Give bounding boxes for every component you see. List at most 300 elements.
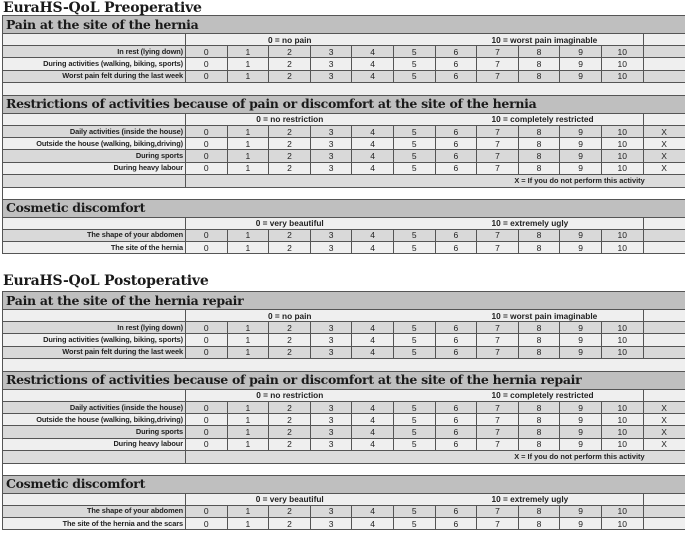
score-option-0[interactable]: 0 (186, 414, 228, 426)
score-option-5[interactable]: 5 (393, 518, 435, 530)
pain-scale-anchors-row (3, 34, 685, 46)
score-option-6[interactable]: 6 (435, 138, 477, 150)
score-option-9[interactable]: 9 (560, 242, 602, 254)
score-option-7[interactable]: 7 (477, 438, 519, 450)
preoperative-questionnaire-table (2, 15, 685, 254)
score-option-1[interactable]: 1 (227, 58, 269, 70)
not-performed-option[interactable]: X (643, 438, 685, 450)
pain-section-heading: Pain at the site of the hernia repair (3, 292, 685, 310)
restrictions-section-heading: Restrictions of activities because of pain or discomfort at the site of the hernia (3, 95, 685, 113)
spacer-row (3, 358, 685, 371)
score-option-0[interactable]: 0 (186, 426, 228, 438)
score-option-8[interactable]: 8 (518, 125, 560, 137)
question-label: During activities (walking, biking, sports) (3, 58, 186, 70)
question-row (3, 162, 685, 174)
score-option-2[interactable]: 2 (269, 401, 311, 413)
cosmetic-section-heading: Cosmetic discomfort (3, 475, 685, 493)
score-option-4[interactable]: 4 (352, 414, 394, 426)
score-option-3[interactable]: 3 (310, 46, 352, 58)
scale-low-anchor: 0 = no pain (186, 310, 394, 322)
score-option-2[interactable]: 2 (269, 46, 311, 58)
score-option-5[interactable]: 5 (393, 401, 435, 413)
score-option-1[interactable]: 1 (227, 346, 269, 358)
score-option-0[interactable]: 0 (186, 70, 228, 82)
score-option-2[interactable]: 2 (269, 438, 311, 450)
score-option-10[interactable]: 10 (601, 322, 643, 334)
score-option-8[interactable]: 8 (518, 414, 560, 426)
score-option-9[interactable]: 9 (560, 518, 602, 530)
score-option-1[interactable]: 1 (227, 242, 269, 254)
score-option-7[interactable]: 7 (477, 70, 519, 82)
question-label: Daily activities (inside the house) (3, 125, 186, 137)
cosmetic-section-header (3, 475, 685, 493)
score-option-7[interactable]: 7 (477, 229, 519, 241)
score-option-8[interactable]: 8 (518, 58, 560, 70)
scale-low-anchor: 0 = no restriction (186, 113, 394, 125)
cosmetic-section-header (3, 199, 685, 217)
scale-label-spacer (3, 113, 186, 125)
score-option-6[interactable]: 6 (435, 505, 477, 517)
score-option-7[interactable]: 7 (477, 150, 519, 162)
score-option-8[interactable]: 8 (518, 46, 560, 58)
score-option-3[interactable]: 3 (310, 125, 352, 137)
restrictions-scale-anchors-row (3, 389, 685, 401)
not-performed-option[interactable]: X (643, 414, 685, 426)
empty-cell (643, 346, 685, 358)
scale-extra-spacer (643, 34, 685, 46)
score-option-8[interactable]: 8 (518, 401, 560, 413)
score-option-4[interactable]: 4 (352, 401, 394, 413)
question-row (3, 346, 685, 358)
score-option-1[interactable]: 1 (227, 125, 269, 137)
score-option-6[interactable]: 6 (435, 125, 477, 137)
score-option-10[interactable]: 10 (601, 138, 643, 150)
pain-scale-anchors-row (3, 310, 685, 322)
score-option-8[interactable]: 8 (518, 505, 560, 517)
score-option-4[interactable]: 4 (352, 438, 394, 450)
question-row (3, 401, 685, 413)
score-option-4[interactable]: 4 (352, 334, 394, 346)
score-option-2[interactable]: 2 (269, 518, 311, 530)
score-option-0[interactable]: 0 (186, 229, 228, 241)
score-option-6[interactable]: 6 (435, 518, 477, 530)
scale-label-spacer (3, 34, 186, 46)
not-performed-option[interactable]: X (643, 162, 685, 174)
score-option-10[interactable]: 10 (601, 242, 643, 254)
question-label: During sports (3, 426, 186, 438)
not-performed-option[interactable]: X (643, 401, 685, 413)
question-row (3, 125, 685, 137)
preoperative-title: EuraHS-QoL Preoperative (3, 0, 202, 16)
score-option-7[interactable]: 7 (477, 138, 519, 150)
score-option-5[interactable]: 5 (393, 162, 435, 174)
score-option-0[interactable]: 0 (186, 46, 228, 58)
score-option-9[interactable]: 9 (560, 46, 602, 58)
score-option-4[interactable]: 4 (352, 242, 394, 254)
score-option-4[interactable]: 4 (352, 518, 394, 530)
score-option-9[interactable]: 9 (560, 58, 602, 70)
score-option-0[interactable]: 0 (186, 346, 228, 358)
score-option-6[interactable]: 6 (435, 438, 477, 450)
question-label: The site of the hernia (3, 242, 186, 254)
score-option-5[interactable]: 5 (393, 138, 435, 150)
pain-section-header (3, 16, 685, 34)
not-performed-note: X = If you do not perform this activity (186, 450, 685, 463)
question-row (3, 334, 685, 346)
scale-extra-spacer (643, 493, 685, 505)
score-option-6[interactable]: 6 (435, 346, 477, 358)
score-option-5[interactable]: 5 (393, 70, 435, 82)
score-option-8[interactable]: 8 (518, 322, 560, 334)
score-option-4[interactable]: 4 (352, 346, 394, 358)
score-option-2[interactable]: 2 (269, 138, 311, 150)
not-performed-option[interactable]: X (643, 150, 685, 162)
score-option-2[interactable]: 2 (269, 70, 311, 82)
score-option-4[interactable]: 4 (352, 162, 394, 174)
score-option-10[interactable]: 10 (601, 346, 643, 358)
score-option-2[interactable]: 2 (269, 505, 311, 517)
scale-high-anchor: 10 = completely restricted (393, 113, 643, 125)
scale-extra-spacer (643, 310, 685, 322)
score-option-5[interactable]: 5 (393, 150, 435, 162)
section-gap-row (3, 463, 685, 475)
question-row (3, 138, 685, 150)
score-option-3[interactable]: 3 (310, 505, 352, 517)
score-option-4[interactable]: 4 (352, 229, 394, 241)
section-gap-row (3, 187, 685, 199)
score-option-8[interactable]: 8 (518, 229, 560, 241)
score-option-0[interactable]: 0 (186, 505, 228, 517)
score-option-8[interactable]: 8 (518, 162, 560, 174)
score-option-0[interactable]: 0 (186, 162, 228, 174)
note-spacer (3, 450, 186, 463)
score-option-3[interactable]: 3 (310, 242, 352, 254)
score-option-3[interactable]: 3 (310, 162, 352, 174)
score-option-2[interactable]: 2 (269, 58, 311, 70)
question-label: The site of the hernia and the scars (3, 518, 186, 530)
question-label: Worst pain felt during the last week (3, 346, 186, 358)
score-option-2[interactable]: 2 (269, 242, 311, 254)
score-option-1[interactable]: 1 (227, 162, 269, 174)
score-option-3[interactable]: 3 (310, 150, 352, 162)
pain-section-heading: Pain at the site of the hernia (3, 16, 685, 34)
question-label: The shape of your abdomen (3, 505, 186, 517)
score-option-5[interactable]: 5 (393, 322, 435, 334)
score-option-4[interactable]: 4 (352, 46, 394, 58)
score-option-3[interactable]: 3 (310, 70, 352, 82)
question-row (3, 46, 685, 58)
score-option-10[interactable]: 10 (601, 334, 643, 346)
score-option-8[interactable]: 8 (518, 138, 560, 150)
question-row (3, 150, 685, 162)
score-option-6[interactable]: 6 (435, 46, 477, 58)
score-option-9[interactable]: 9 (560, 70, 602, 82)
score-option-6[interactable]: 6 (435, 414, 477, 426)
score-option-6[interactable]: 6 (435, 334, 477, 346)
score-option-8[interactable]: 8 (518, 346, 560, 358)
section-gap (3, 187, 685, 199)
scale-high-anchor: 10 = completely restricted (393, 389, 643, 401)
question-row (3, 229, 685, 241)
score-option-9[interactable]: 9 (560, 346, 602, 358)
score-option-6[interactable]: 6 (435, 229, 477, 241)
score-option-0[interactable]: 0 (186, 334, 228, 346)
question-row (3, 414, 685, 426)
score-option-10[interactable]: 10 (601, 46, 643, 58)
question-label: In rest (lying down) (3, 322, 186, 334)
score-option-2[interactable]: 2 (269, 426, 311, 438)
score-option-5[interactable]: 5 (393, 346, 435, 358)
scale-extra-spacer (643, 389, 685, 401)
score-option-9[interactable]: 9 (560, 229, 602, 241)
score-option-7[interactable]: 7 (477, 162, 519, 174)
score-option-2[interactable]: 2 (269, 150, 311, 162)
score-option-2[interactable]: 2 (269, 414, 311, 426)
score-option-1[interactable]: 1 (227, 334, 269, 346)
score-option-1[interactable]: 1 (227, 138, 269, 150)
score-option-5[interactable]: 5 (393, 125, 435, 137)
score-option-6[interactable]: 6 (435, 162, 477, 174)
score-option-3[interactable]: 3 (310, 426, 352, 438)
score-option-3[interactable]: 3 (310, 518, 352, 530)
score-option-1[interactable]: 1 (227, 518, 269, 530)
score-option-1[interactable]: 1 (227, 229, 269, 241)
score-option-1[interactable]: 1 (227, 505, 269, 517)
scale-label-spacer (3, 389, 186, 401)
score-option-1[interactable]: 1 (227, 401, 269, 413)
score-option-9[interactable]: 9 (560, 334, 602, 346)
score-option-6[interactable]: 6 (435, 242, 477, 254)
question-label: The shape of your abdomen (3, 229, 186, 241)
score-option-1[interactable]: 1 (227, 70, 269, 82)
score-option-8[interactable]: 8 (518, 426, 560, 438)
question-label: Outside the house (walking, biking,driving) (3, 414, 186, 426)
section-gap (3, 463, 685, 475)
score-option-6[interactable]: 6 (435, 150, 477, 162)
scale-label-spacer (3, 217, 186, 229)
score-option-10[interactable]: 10 (601, 438, 643, 450)
score-option-7[interactable]: 7 (477, 58, 519, 70)
score-option-10[interactable]: 10 (601, 414, 643, 426)
score-option-2[interactable]: 2 (269, 346, 311, 358)
score-option-0[interactable]: 0 (186, 242, 228, 254)
empty-cell (643, 58, 685, 70)
score-option-0[interactable]: 0 (186, 58, 228, 70)
score-option-2[interactable]: 2 (269, 229, 311, 241)
score-option-2[interactable]: 2 (269, 334, 311, 346)
pain-section-header (3, 292, 685, 310)
scale-high-anchor: 10 = extremely ugly (393, 493, 643, 505)
score-option-8[interactable]: 8 (518, 518, 560, 530)
score-option-5[interactable]: 5 (393, 229, 435, 241)
score-option-0[interactable]: 0 (186, 401, 228, 413)
question-row (3, 58, 685, 70)
not-performed-option[interactable]: X (643, 138, 685, 150)
score-option-8[interactable]: 8 (518, 438, 560, 450)
score-option-7[interactable]: 7 (477, 46, 519, 58)
score-option-5[interactable]: 5 (393, 438, 435, 450)
score-option-10[interactable]: 10 (601, 229, 643, 241)
score-option-0[interactable]: 0 (186, 150, 228, 162)
score-option-8[interactable]: 8 (518, 334, 560, 346)
score-option-2[interactable]: 2 (269, 322, 311, 334)
score-option-9[interactable]: 9 (560, 138, 602, 150)
score-option-4[interactable]: 4 (352, 138, 394, 150)
not-performed-option[interactable]: X (643, 125, 685, 137)
score-option-7[interactable]: 7 (477, 125, 519, 137)
score-option-2[interactable]: 2 (269, 125, 311, 137)
scale-high-anchor: 10 = worst pain imaginable (393, 310, 643, 322)
score-option-10[interactable]: 10 (601, 505, 643, 517)
score-option-10[interactable]: 10 (601, 518, 643, 530)
question-row (3, 438, 685, 450)
cosmetic-section-heading: Cosmetic discomfort (3, 199, 685, 217)
question-label: During heavy labour (3, 162, 186, 174)
pain-spacer-row (3, 358, 685, 371)
score-option-5[interactable]: 5 (393, 58, 435, 70)
score-option-1[interactable]: 1 (227, 426, 269, 438)
empty-cell (643, 242, 685, 254)
scale-extra-spacer (643, 217, 685, 229)
question-row (3, 518, 685, 530)
score-option-7[interactable]: 7 (477, 242, 519, 254)
empty-cell (643, 322, 685, 334)
score-option-3[interactable]: 3 (310, 322, 352, 334)
score-option-10[interactable]: 10 (601, 162, 643, 174)
score-option-6[interactable]: 6 (435, 58, 477, 70)
empty-cell (643, 334, 685, 346)
score-option-0[interactable]: 0 (186, 125, 228, 137)
score-option-10[interactable]: 10 (601, 125, 643, 137)
score-option-4[interactable]: 4 (352, 322, 394, 334)
score-option-1[interactable]: 1 (227, 322, 269, 334)
question-row (3, 242, 685, 254)
score-option-10[interactable]: 10 (601, 150, 643, 162)
empty-cell (643, 70, 685, 82)
score-option-3[interactable]: 3 (310, 58, 352, 70)
score-option-9[interactable]: 9 (560, 505, 602, 517)
score-option-3[interactable]: 3 (310, 438, 352, 450)
not-performed-option[interactable]: X (643, 426, 685, 438)
score-option-3[interactable]: 3 (310, 346, 352, 358)
score-option-6[interactable]: 6 (435, 401, 477, 413)
empty-cell (643, 46, 685, 58)
score-option-0[interactable]: 0 (186, 438, 228, 450)
question-label: During sports (3, 150, 186, 162)
score-option-6[interactable]: 6 (435, 426, 477, 438)
score-option-4[interactable]: 4 (352, 58, 394, 70)
score-option-10[interactable]: 10 (601, 426, 643, 438)
score-option-3[interactable]: 3 (310, 229, 352, 241)
score-option-10[interactable]: 10 (601, 58, 643, 70)
score-option-9[interactable]: 9 (560, 150, 602, 162)
score-option-3[interactable]: 3 (310, 138, 352, 150)
score-option-0[interactable]: 0 (186, 138, 228, 150)
score-option-2[interactable]: 2 (269, 162, 311, 174)
score-option-9[interactable]: 9 (560, 414, 602, 426)
question-label: During activities (walking, biking, sports) (3, 334, 186, 346)
score-option-5[interactable]: 5 (393, 46, 435, 58)
score-option-7[interactable]: 7 (477, 322, 519, 334)
score-option-9[interactable]: 9 (560, 162, 602, 174)
restrictions-scale-anchors-row (3, 113, 685, 125)
not-performed-note: X = If you do not perform this activity (186, 174, 685, 187)
score-option-6[interactable]: 6 (435, 322, 477, 334)
score-option-4[interactable]: 4 (352, 125, 394, 137)
restrictions-note-row (3, 450, 685, 463)
score-option-7[interactable]: 7 (477, 505, 519, 517)
score-option-7[interactable]: 7 (477, 426, 519, 438)
score-option-6[interactable]: 6 (435, 70, 477, 82)
scale-high-anchor: 10 = extremely ugly (393, 217, 643, 229)
score-option-8[interactable]: 8 (518, 150, 560, 162)
score-option-9[interactable]: 9 (560, 401, 602, 413)
score-option-3[interactable]: 3 (310, 334, 352, 346)
empty-cell (643, 229, 685, 241)
score-option-5[interactable]: 5 (393, 426, 435, 438)
scale-low-anchor: 0 = no pain (186, 34, 394, 46)
score-option-5[interactable]: 5 (393, 414, 435, 426)
scale-low-anchor: 0 = very beautiful (186, 217, 394, 229)
score-option-9[interactable]: 9 (560, 125, 602, 137)
question-label: Outside the house (walking, biking,driving) (3, 138, 186, 150)
note-spacer (3, 174, 186, 187)
empty-cell (643, 518, 685, 530)
scale-label-spacer (3, 493, 186, 505)
score-option-5[interactable]: 5 (393, 242, 435, 254)
score-option-4[interactable]: 4 (352, 505, 394, 517)
score-option-3[interactable]: 3 (310, 401, 352, 413)
question-label: Daily activities (inside the house) (3, 401, 186, 413)
score-option-4[interactable]: 4 (352, 426, 394, 438)
score-option-1[interactable]: 1 (227, 414, 269, 426)
restrictions-note-row (3, 174, 685, 187)
score-option-1[interactable]: 1 (227, 438, 269, 450)
score-option-10[interactable]: 10 (601, 70, 643, 82)
score-option-7[interactable]: 7 (477, 334, 519, 346)
score-option-5[interactable]: 5 (393, 334, 435, 346)
scale-extra-spacer (643, 113, 685, 125)
question-label: During heavy labour (3, 438, 186, 450)
restrictions-section-header (3, 95, 685, 113)
score-option-9[interactable]: 9 (560, 426, 602, 438)
question-row (3, 505, 685, 517)
question-row (3, 70, 685, 82)
question-label: Worst pain felt during the last week (3, 70, 186, 82)
score-option-4[interactable]: 4 (352, 150, 394, 162)
score-option-1[interactable]: 1 (227, 150, 269, 162)
spacer-row (3, 82, 685, 95)
score-option-0[interactable]: 0 (186, 322, 228, 334)
score-option-0[interactable]: 0 (186, 518, 228, 530)
score-option-3[interactable]: 3 (310, 414, 352, 426)
score-option-9[interactable]: 9 (560, 322, 602, 334)
score-option-5[interactable]: 5 (393, 505, 435, 517)
score-option-8[interactable]: 8 (518, 70, 560, 82)
postoperative-title: EuraHS-QoL Postoperative (3, 273, 209, 289)
score-option-8[interactable]: 8 (518, 242, 560, 254)
postoperative-questionnaire-table (2, 291, 685, 530)
score-option-7[interactable]: 7 (477, 401, 519, 413)
score-option-10[interactable]: 10 (601, 401, 643, 413)
score-option-1[interactable]: 1 (227, 46, 269, 58)
score-option-7[interactable]: 7 (477, 346, 519, 358)
question-row (3, 322, 685, 334)
score-option-4[interactable]: 4 (352, 70, 394, 82)
score-option-7[interactable]: 7 (477, 518, 519, 530)
score-option-7[interactable]: 7 (477, 414, 519, 426)
score-option-9[interactable]: 9 (560, 438, 602, 450)
